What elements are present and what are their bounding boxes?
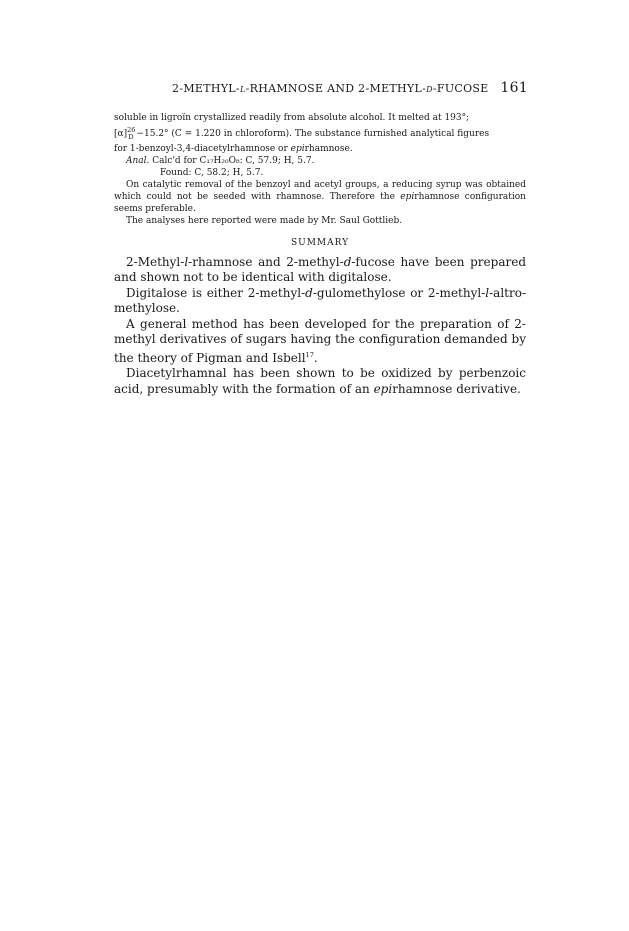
- summary-paragraph: 2-Methyl-l-rhamnose and 2-methyl-d-fucose have been prepared and shown not to be identical with digitalose.: [114, 254, 527, 285]
- text-line: $[\alpha]^{26}_D -15.2^\circ$ (C = 1.220 in chloroform). The substance furnished analytical figures: [114, 126, 490, 141]
- experimental-text: [114, 112, 526, 227]
- paragraph: On catalytic removal of the benzoyl and acetyl groups, a reducing syrup was obtained which could not be seeded with rhamnose. Therefore the epirhamnose configuration seems preferable.: [114, 179, 526, 214]
- running-title: 2-METHYL-l-RHAMNOSE AND 2-METHYL-d-FUCOSE: [172, 82, 489, 95]
- acknowledgement: The analyses here reported were made by Mr. Saul Gottlieb.: [126, 215, 403, 226]
- summary-paragraph: Diacetylrhamnal has been shown to be oxidized by perbenzoic acid, presumably with the formation of an epirhamnose derivative.: [114, 366, 526, 396]
- running-head: [114, 80, 526, 98]
- page: [114, 80, 526, 397]
- summary-paragraph: A general method has been developed for the preparation of 2-methyl derivatives of sugars having the configuration demanded by the theory of Pigman and Isbell$^{17}$.: [114, 316, 526, 365]
- summary-text: [114, 255, 526, 398]
- summary-paragraph: Digitalose is either 2-methyl-d-gulomethylose or 2-methyl-l-altro-methylose.: [114, 285, 526, 316]
- text-line: soluble in ligroïn crystallized readily from absolute alcohol. It melted at 193°;: [114, 113, 470, 123]
- analysis-found: Found: C, 58.2; H, 5.7.: [160, 167, 264, 178]
- section-heading: SUMMARY: [290, 237, 350, 248]
- text-line: for 1-benzoyl-3,4-diacetylrhamnose or epirhamnose.: [114, 143, 353, 154]
- analysis-calc: Anal. Calc'd for C₁₇H₂₀O₈: C, 57.9; H, 5.7.: [126, 155, 315, 166]
- page-number: 161: [500, 80, 528, 96]
